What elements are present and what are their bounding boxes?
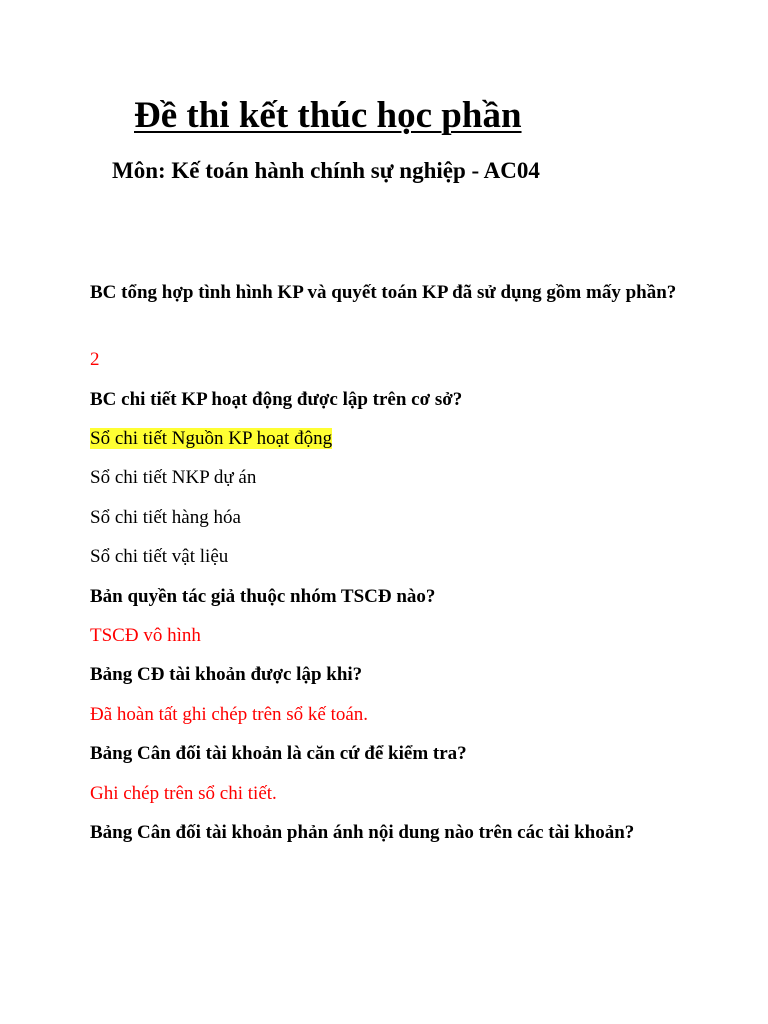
option-2-2: Sổ chi tiết NKP dự án (90, 467, 257, 488)
answer-3: TSCĐ vô hình (90, 625, 201, 646)
option-2-4: Sổ chi tiết vật liệu (90, 546, 229, 567)
question-6: Bảng Cân đối tài khoản phản ánh nội dung nào trên các tài khoản? (90, 822, 635, 843)
answer-5: Ghi chép trên sổ chi tiết. (90, 783, 277, 804)
answer-1: 2 (90, 349, 100, 370)
page-title: Đề thi kết thúc học phần (134, 95, 522, 136)
question-5: Bảng Cân đối tài khoản là căn cứ để kiểm tra? (90, 743, 467, 764)
question-2: BC chi tiết KP hoạt động được lập trên cơ sở? (90, 389, 463, 410)
option-2-1 (90, 424, 690, 453)
option-2-3: Sổ chi tiết hàng hóa (90, 507, 241, 528)
question-3: Bản quyền tác giả thuộc nhóm TSCĐ nào? (90, 586, 436, 607)
question-4: Bảng CĐ tài khoản được lập khi? (90, 664, 363, 685)
highlighted-answer: Sổ chi tiết Nguồn KP hoạt động (90, 428, 333, 449)
question-1: BC tổng hợp tình hình KP và quyết toán KP đã sử dụng gồm mấy phần? (90, 282, 677, 303)
page-subtitle: Môn: Kế toán hành chính sự nghiệp - AC04 (112, 158, 540, 183)
answer-4: Đã hoàn tất ghi chép trên sổ kế toán. (90, 704, 369, 725)
